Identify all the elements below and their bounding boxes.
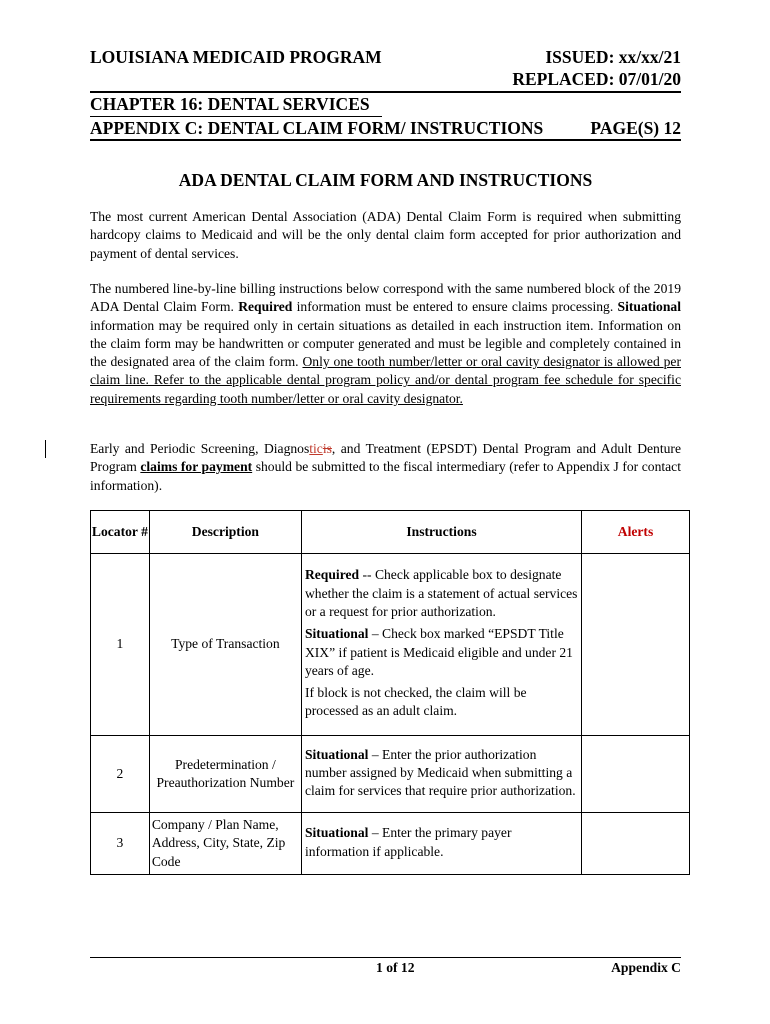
footer-appendix: Appendix C	[611, 960, 681, 975]
paragraph2-part3: information may be required only in certain situations as detailed in each instruction item. Information on the claim form may be handwritten or computer generated and must be legible and completely contained in the designated area of the claim form.	[90, 317, 681, 370]
table-row	[91, 813, 690, 875]
table-row	[91, 736, 690, 813]
paragraph3-part3: should be submitted to the fiscal intermediary (refer to Appendix J for contact information).	[90, 459, 681, 493]
instruction-text: If block is not checked, the claim will be processed as an adult claim.	[304, 685, 527, 719]
instructions-header: Instructions	[301, 511, 581, 554]
document-title: ADA DENTAL CLAIM FORM AND INSTRUCTIONS	[178, 170, 593, 190]
instructions-cell	[301, 813, 581, 875]
header-rule-bottom	[90, 139, 681, 141]
instruction-label: Situational	[304, 746, 369, 762]
description-header: Description	[149, 511, 301, 554]
instruction-label: Situational	[304, 626, 369, 642]
instructions-cell	[301, 736, 581, 813]
paragraph2-part2: information must be entered to ensure claims processing.	[292, 299, 618, 315]
paragraph3-part2: , and Treatment (EPSDT) Dental Program and Adult Denture Program	[90, 441, 681, 475]
intro-paragraph: The most current American Dental Association (ADA) Dental Claim Form is required when submitting hardcopy claims to Medicaid and will be the only dental claim form accepted for prior authorization and payment of dental services.	[90, 209, 681, 261]
table-header-row	[91, 511, 690, 554]
required-label: Required	[238, 299, 293, 315]
table-row	[91, 554, 690, 736]
instructions-paragraph	[90, 280, 681, 408]
chapter-title: CHAPTER 16: DENTAL SERVICES	[90, 94, 370, 114]
paragraph3-part1: Early and Periodic Screening, Diagnos	[90, 441, 310, 456]
instruction-text: – Enter the primary payer information if applicable.	[304, 825, 512, 859]
situational-label: Situational	[617, 299, 681, 315]
alerts-cell	[582, 736, 690, 813]
header-rule-middle	[90, 116, 382, 117]
issued-date: ISSUED: xx/xx/21	[545, 47, 681, 67]
alerts-cell	[582, 813, 690, 875]
instructions-cell	[301, 554, 581, 736]
locator-header: Locator #	[91, 511, 150, 554]
description-cell: Company / Plan Name, Address, City, State, Zip Code	[149, 813, 301, 875]
alerts-cell	[582, 554, 690, 736]
claims-for-payment: claims for payment	[140, 459, 253, 475]
instruction-text: – Check box marked “EPSDT Title XIX” if patient is Medicaid eligible and under 21 years of age.	[304, 626, 573, 678]
deleted-text: is	[322, 441, 332, 456]
program-name: LOUISIANA MEDICAID PROGRAM	[90, 47, 382, 67]
epsdt-paragraph	[90, 440, 681, 495]
page-number: 1 of 12	[376, 960, 415, 975]
locator-cell: 3	[91, 813, 150, 875]
instruction-text: -- Check applicable box to designate whether the claim is a statement of actual services or a request for prior authorization.	[304, 567, 578, 619]
claim-form-table	[90, 510, 690, 875]
alerts-header: Alerts	[582, 511, 690, 554]
revision-change-bar	[45, 440, 46, 458]
tooth-number-note: Only one tooth number/letter or oral cavity designator is allowed per claim line. Refer to the applicable dental program policy and/or dental program fee schedule for specific requirements regarding tooth number/letter or oral cavity designator.	[90, 354, 681, 406]
header-rule-top	[90, 91, 681, 93]
inserted-text: tic	[309, 441, 323, 456]
footer-rule	[90, 957, 681, 958]
locator-cell: 1	[91, 554, 150, 736]
appendix-title: APPENDIX C: DENTAL CLAIM FORM/ INSTRUCTIONS	[90, 118, 544, 138]
description-cell: Type of Transaction	[149, 554, 301, 736]
paragraph2-part1: The numbered line-by-line billing instructions below correspond with the same numbered block of the 2019 ADA Dental Claim Form.	[90, 281, 681, 315]
instruction-label: Situational	[304, 825, 369, 841]
replaced-date: REPLACED: 07/01/20	[512, 69, 681, 89]
instruction-text: – Enter the prior authorization number assigned by Medicaid when submitting a claim for services that require prior authorization.	[304, 746, 576, 799]
locator-cell: 2	[91, 736, 150, 813]
page-count: PAGE(S) 12	[590, 118, 681, 138]
description-cell: Predetermination / Preauthorization Number	[149, 736, 301, 813]
instruction-label: Required	[304, 567, 360, 583]
